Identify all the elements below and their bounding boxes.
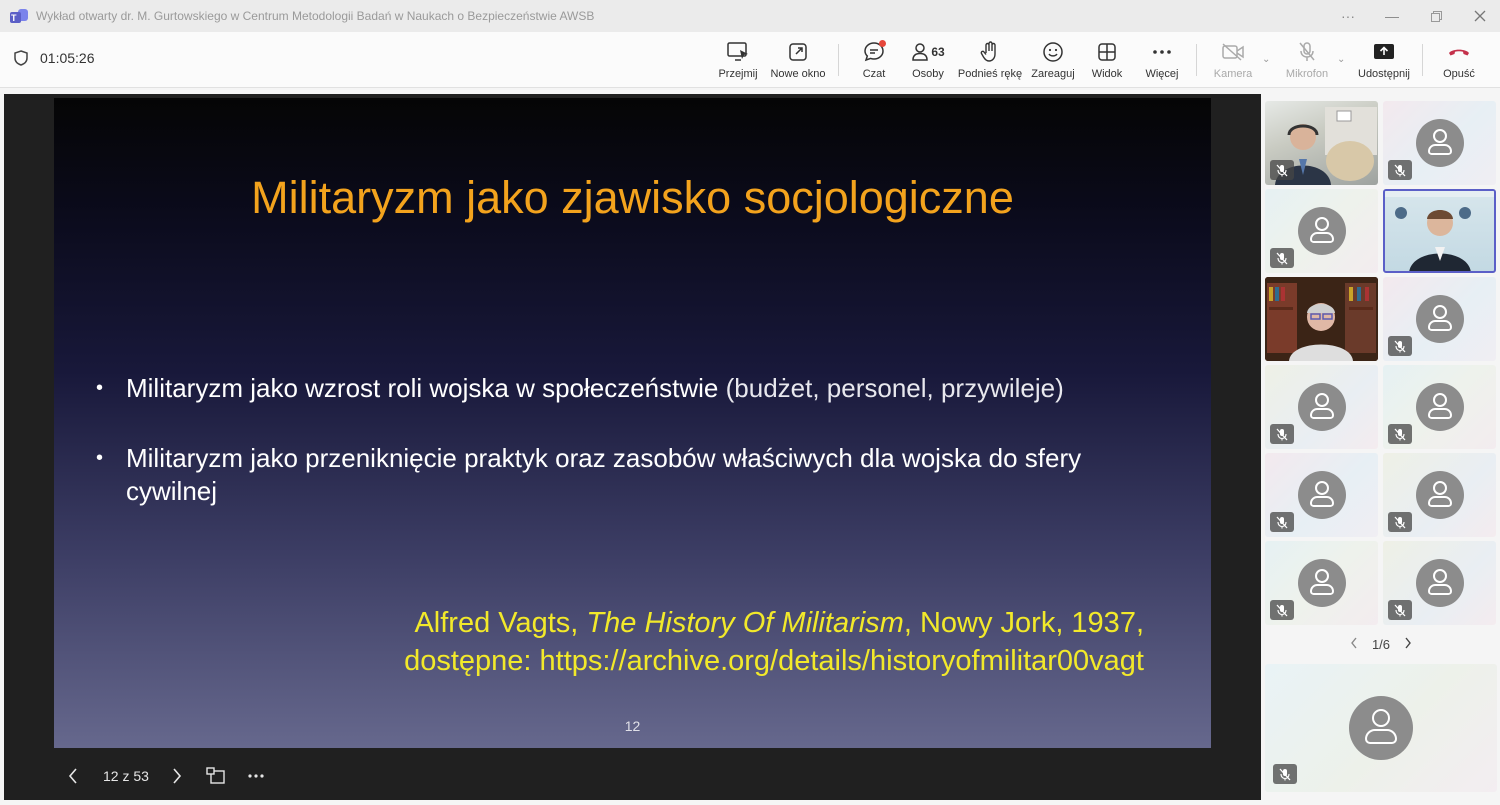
hang-up-icon [1447,46,1471,58]
share-button[interactable]: Udostępnij [1356,38,1412,86]
minimize-button[interactable]: — [1385,8,1399,24]
slide-bullet-1: • Militaryzm jako wzrost roli wojska w społeczeństwie (budżet, personel, przywileje) [96,373,1064,403]
people-icon [911,42,929,62]
camera-options-chevron-icon[interactable]: ⌄ [1262,54,1271,65]
more-options-icon[interactable]: ··· [1341,8,1355,24]
bullet-icon: • [96,377,104,399]
participant-video-tile[interactable] [1265,101,1378,185]
shared-content-stage [4,94,1261,800]
participant-video-tile[interactable] [1265,277,1378,361]
participant-tile[interactable] [1383,365,1496,449]
teams-logo-icon: T [10,7,28,25]
participant-video [1383,189,1496,273]
people-count: 63 [931,45,945,59]
citation-link: dostępne: https://archive.org/details/historyofmilitar00vagt [404,645,1144,677]
share-screen-icon [1373,43,1395,61]
presentation-slide [54,98,1211,748]
participant-tile[interactable] [1265,365,1378,449]
avatar-icon [1298,559,1346,607]
muted-mic-icon [1388,600,1412,620]
muted-mic-icon [1270,160,1294,180]
ellipsis-icon [1152,49,1172,55]
meeting-timer [14,50,95,66]
pager-next-chevron-right-icon[interactable] [1404,637,1412,652]
camera-off-icon [1221,43,1245,61]
participant-tile[interactable] [1265,189,1378,273]
view-button[interactable]: Widok [1088,38,1126,86]
muted-mic-icon [1388,336,1412,356]
next-slide-chevron-right-icon[interactable] [166,764,188,788]
avatar-icon [1416,119,1464,167]
slide-navigation [4,754,304,798]
book-title: The History Of Militarism [586,607,904,639]
muted-mic-icon [1388,424,1412,444]
avatar-icon [1416,295,1464,343]
muted-mic-icon [1270,248,1294,268]
participant-tile[interactable] [1383,101,1496,185]
muted-mic-icon [1270,600,1294,620]
avatar-icon [1298,207,1346,255]
hand-icon [980,41,1000,63]
maximize-button[interactable] [1414,0,1458,32]
chat-button[interactable]: Czat [856,38,892,86]
avatar-icon [1298,471,1346,519]
chat-notification-dot [879,40,886,47]
participant-pager [1265,632,1497,656]
participant-tile[interactable] [1383,277,1496,361]
grid-view-icon [1097,42,1117,62]
participant-tile[interactable] [1383,541,1496,625]
window-title: Wykład otwarty dr. M. Gurtowskiego w Centrum Metodologii Badań w Naukach o Bezpieczeństwie AWSB [36,9,595,23]
mic-button[interactable]: Mikrofon [1282,38,1332,86]
avatar-icon [1298,383,1346,431]
slide-number: 12 [624,718,641,734]
muted-mic-icon [1270,512,1294,532]
toolbar-divider [1422,44,1423,76]
participant-video [1265,277,1378,361]
bullet-icon: • [96,447,104,469]
pager-label: 1/6 [1371,636,1391,652]
toolbar-divider [1196,44,1197,76]
elapsed-time: 01:05:26 [40,50,95,66]
active-speaker-video-tile[interactable] [1383,189,1496,273]
more-button[interactable]: Więcej [1142,38,1182,86]
slide-overview-icon[interactable] [204,764,228,788]
raise-hand-button[interactable]: Podnieś rękę [958,38,1022,86]
shield-icon [14,50,28,66]
slide-title: Militaryzm jako zjawisko socjologiczne [251,172,1014,223]
toolbar-divider [838,44,839,76]
muted-mic-icon [1388,512,1412,532]
avatar-icon [1416,383,1464,431]
avatar-icon [1416,471,1464,519]
smiley-icon [1042,41,1064,63]
people-button[interactable]: 63 Osoby [906,38,950,86]
pager-prev-chevron-left-icon[interactable] [1350,637,1358,652]
take-control-icon [726,41,750,63]
previous-slide-chevron-left-icon[interactable] [62,764,84,788]
mic-off-icon [1297,41,1317,63]
participant-tile[interactable] [1265,541,1378,625]
slide-counter: 12 z 53 [103,768,149,784]
camera-button[interactable]: Kamera [1210,38,1256,86]
slide-bullet-2: • Militaryzm jako przeniknięcie praktyk oraz zasobów właściwych dla wojska do sfery cywilnej [96,443,1082,506]
avatar-icon [1416,559,1464,607]
close-button[interactable] [1458,0,1500,32]
pop-out-icon [788,42,808,62]
avatar-icon [1349,696,1413,760]
self-view-tile[interactable] [1265,664,1497,792]
slide-citation: Alfred Vagts, The History Of Militarism, Nowy Jork, 1937, dostępne: https://archive.org/details/historyofmilitar00vagt [354,604,1144,680]
participant-tile[interactable] [1265,453,1378,537]
leave-button[interactable]: Opuść [1438,38,1480,86]
participant-tile[interactable] [1383,453,1496,537]
react-button[interactable]: Zareaguj [1030,38,1076,86]
new-window-button[interactable]: Nowe okno [768,38,828,86]
muted-mic-icon [1270,424,1294,444]
meeting-toolbar [0,32,1500,88]
take-control-button[interactable]: Przejmij [716,38,760,86]
muted-mic-icon [1273,764,1297,784]
muted-mic-icon [1388,160,1412,180]
title-bar [0,0,1500,32]
mic-options-chevron-icon[interactable]: ⌄ [1337,54,1346,65]
slide-more-options-icon[interactable] [244,764,268,788]
